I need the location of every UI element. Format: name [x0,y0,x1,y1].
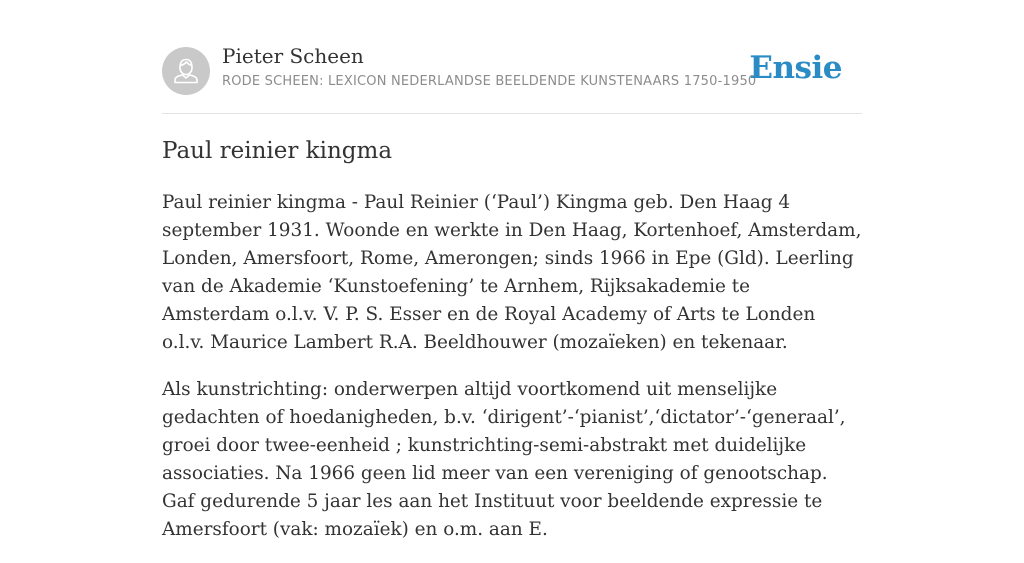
article-paragraph: Als kunstrichting: onderwerpen altijd voortkomend uit menselijke gedachten of hoedanigheden, b.v. ‘dirigent’-‘pianist’,‘dictator’-‘generaal’, groei door twee-eenheid ; kunstrichting-semi-abstrakt met duidelijke associaties. Na 1966 geen lid meer van een vereniging of genootschap. Gaf gedurende 5 jaar les aan het Instituut voor beeldende expressie te Amersfoort (vak: mozaïek) en o.m. aan E. [162,379,846,540]
author-name[interactable]: Pieter Scheen [222,44,364,68]
user-icon [162,47,210,95]
avatar[interactable] [162,47,210,95]
source-name[interactable]: RODE SCHEEN: LEXICON NEDERLANDSE BEELDENDE KUNSTENAARS 1750-1950 [222,74,757,89]
article-paragraph: Paul reinier kingma - Paul Reinier (‘Paul’) Kingma geb. Den Haag 4 september 1931. Woonde en werkte in Den Haag, Kortenhoef, Amsterdam, Londen, Amersfoort, Rome, Amerongen; sinds 1966 in Epe (Gld). Leerling van de Akademie ‘Kunstoefening’ te Arnhem, Rijksakademie te Amsterdam o.l.v. V. P. S. Esser en de Royal Academy of Arts te Londen o.l.v. Maurice Lambert R.A. Beeldhouwer (mozaïeken) en tekenaar. [162,192,862,353]
content-container [162,0,862,540]
article-title: Paul reinier kingma [162,138,393,164]
article-body [162,189,862,563]
brand-logo[interactable]: Ensie [749,50,842,86]
author-header [162,0,862,114]
